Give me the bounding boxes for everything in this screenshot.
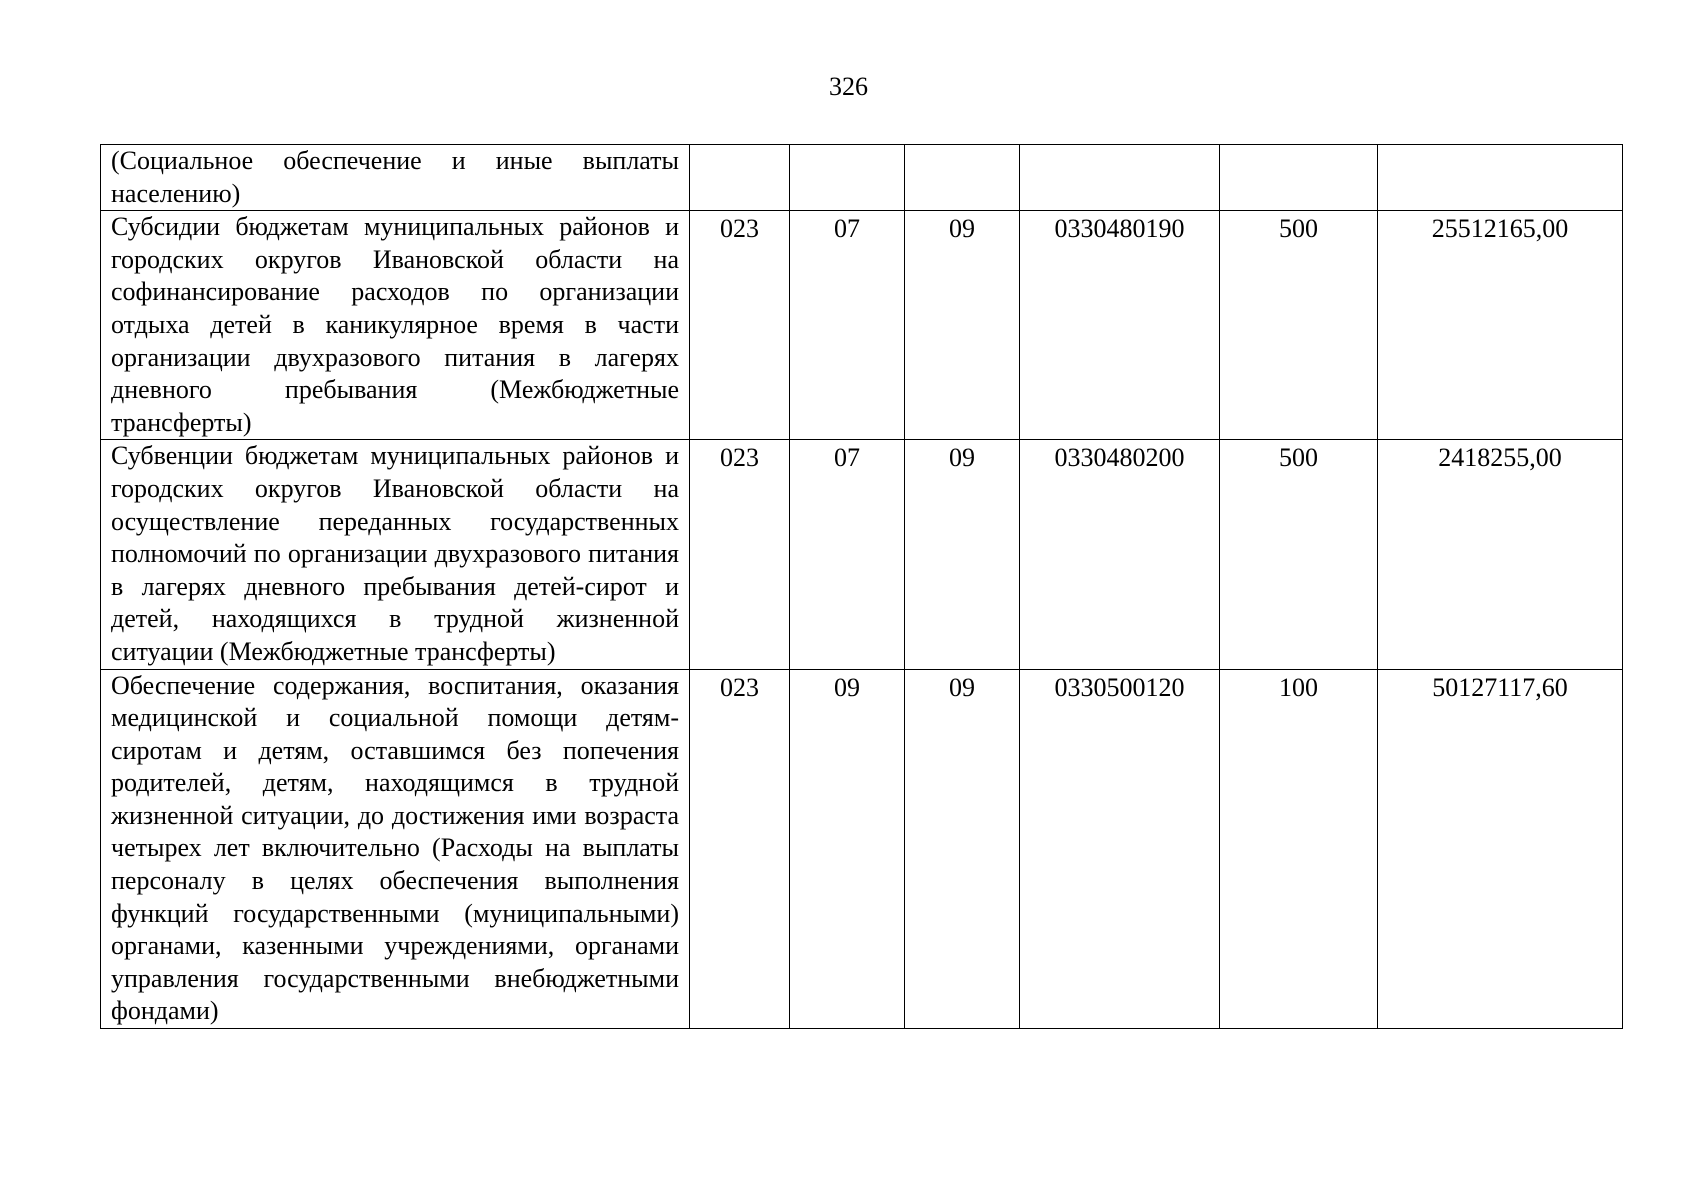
department-code: 023 xyxy=(690,211,790,440)
target-article-code: 0330500120 xyxy=(1020,669,1220,1029)
target-article-code: 0330480200 xyxy=(1020,440,1220,669)
subsection-code xyxy=(905,145,1020,211)
expense-type-code: 100 xyxy=(1220,669,1378,1029)
expense-description: Субвенции бюджетам муниципальных районов и городских округов Ивановской области на осуществление переданных государственных полномочий по организации двухразового питания в лагерях дневного пребывания детей-сирот и детей, находящихся в трудной жизненной ситуации (Межбюджетные трансферты) xyxy=(101,440,690,669)
table-row xyxy=(101,211,1623,440)
expense-type-code: 500 xyxy=(1220,440,1378,669)
table-row xyxy=(101,145,1623,211)
subsection-code: 09 xyxy=(905,440,1020,669)
table-row xyxy=(101,669,1623,1029)
section-code xyxy=(790,145,905,211)
section-code: 09 xyxy=(790,669,905,1029)
section-code: 07 xyxy=(790,211,905,440)
target-article-code xyxy=(1020,145,1220,211)
amount xyxy=(1378,145,1623,211)
department-code: 023 xyxy=(690,440,790,669)
expense-type-code: 500 xyxy=(1220,211,1378,440)
amount: 25512165,00 xyxy=(1378,211,1623,440)
budget-table xyxy=(100,144,1623,1029)
expense-description: Субсидии бюджетам муниципальных районов и городских округов Ивановской области на софинансирование расходов по организации отдыха детей в каникулярное время в части организации двухразового питания в лагерях дневного пребывания (Межбюджетные трансферты) xyxy=(101,211,690,440)
page-number: 326 xyxy=(829,72,868,101)
target-article-code: 0330480190 xyxy=(1020,211,1220,440)
subsection-code: 09 xyxy=(905,669,1020,1029)
section-code: 07 xyxy=(790,440,905,669)
expense-description: Обеспечение содержания, воспитания, оказания медицинской и социальной помощи детям-сиротам и детям, оставшимся без попечения родителей, детям, находящимся в трудной жизненной ситуации, до достижения ими возраста четырех лет включительно (Расходы на выплаты персоналу в целях обеспечения выполнения функций государственными (муниципальными) органами, казенными учреждениями, органами управления государственными внебюджетными фондами) xyxy=(101,669,690,1029)
amount: 50127117,60 xyxy=(1378,669,1623,1029)
department-code xyxy=(690,145,790,211)
table-row xyxy=(101,440,1623,669)
expense-type-code xyxy=(1220,145,1378,211)
department-code: 023 xyxy=(690,669,790,1029)
expense-description: (Социальное обеспечение и иные выплаты населению) xyxy=(101,145,690,211)
amount: 2418255,00 xyxy=(1378,440,1623,669)
subsection-code: 09 xyxy=(905,211,1020,440)
